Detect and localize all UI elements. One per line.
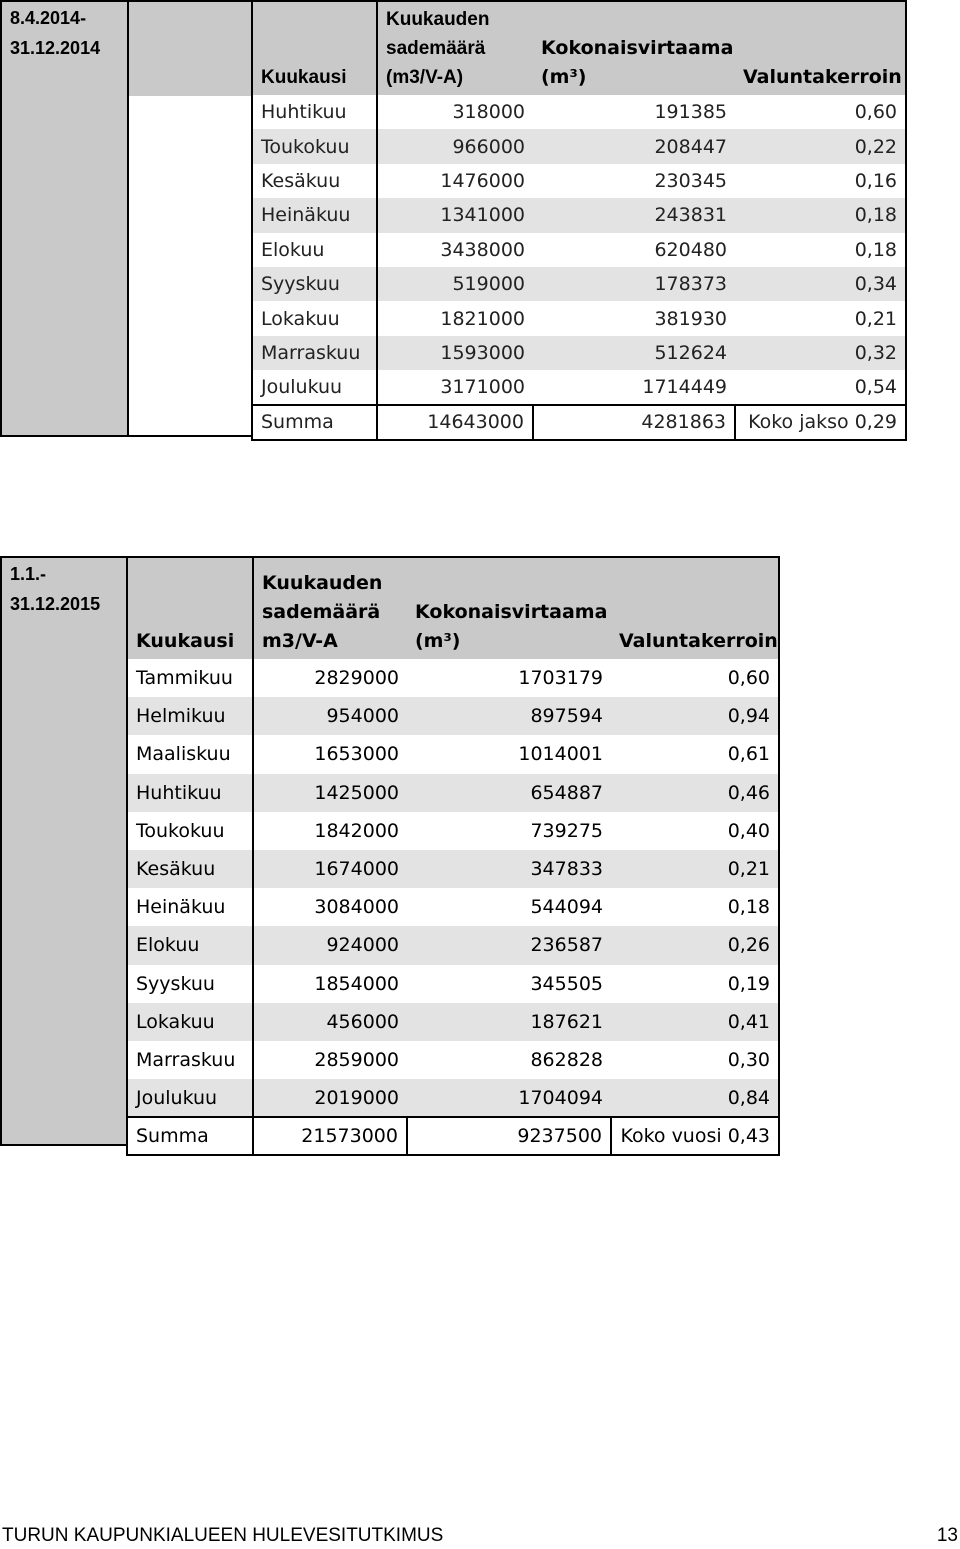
header-rain-line1: Kuukauden bbox=[262, 572, 383, 594]
month-cell: Huhtikuu bbox=[252, 95, 377, 129]
page-number: 13 bbox=[936, 1525, 958, 1546]
header-flow-line1: Kokonaisvirtaama bbox=[415, 601, 608, 623]
table-row bbox=[127, 774, 779, 812]
sum-rain: 14643000 bbox=[377, 405, 533, 440]
rain-cell: 1674000 bbox=[253, 850, 407, 888]
month-cell: Syyskuu bbox=[252, 267, 377, 301]
month-cell: Helmikuu bbox=[127, 697, 253, 735]
runoff-table-2015 bbox=[126, 556, 780, 1156]
page-footer bbox=[0, 1524, 960, 1548]
header-month bbox=[252, 1, 377, 95]
coef-cell: 0,18 bbox=[735, 233, 906, 267]
rain-cell: 318000 bbox=[377, 95, 533, 129]
rain-cell: 1854000 bbox=[253, 965, 407, 1003]
flow-cell: 654887 bbox=[407, 774, 611, 812]
coef-cell: 0,22 bbox=[735, 129, 906, 163]
rain-cell: 3171000 bbox=[377, 370, 533, 404]
header-month bbox=[127, 557, 253, 659]
table-header-row bbox=[127, 557, 779, 659]
table-row bbox=[127, 1003, 779, 1041]
header-flow-line2: (m³) bbox=[415, 630, 461, 652]
flow-cell: 381930 bbox=[533, 301, 735, 335]
coef-cell: 0,26 bbox=[611, 926, 779, 964]
coef-cell: 0,40 bbox=[611, 812, 779, 850]
header-flow-line2: (m³) bbox=[541, 66, 587, 88]
period-label-line1: 8.4.2014- bbox=[10, 8, 87, 28]
sum-flow: 9237500 bbox=[407, 1117, 611, 1155]
rain-cell: 3438000 bbox=[377, 233, 533, 267]
table-2014-block bbox=[0, 0, 905, 437]
sum-label: Summa bbox=[127, 1117, 253, 1155]
table-row bbox=[127, 926, 779, 964]
rain-cell: 3084000 bbox=[253, 888, 407, 926]
table-row bbox=[127, 735, 779, 773]
sum-row bbox=[252, 405, 906, 440]
table-row bbox=[252, 267, 906, 301]
header-month-label: Kuukausi bbox=[136, 630, 235, 652]
table-row bbox=[127, 965, 779, 1003]
table-row bbox=[252, 198, 906, 232]
rain-cell: 519000 bbox=[377, 267, 533, 301]
header-rain-line2: sademäärä bbox=[386, 38, 486, 59]
table-row bbox=[127, 850, 779, 888]
flow-cell: 236587 bbox=[407, 926, 611, 964]
coef-cell: 0,41 bbox=[611, 1003, 779, 1041]
rain-cell: 1842000 bbox=[253, 812, 407, 850]
month-cell: Joulukuu bbox=[127, 1079, 253, 1117]
table-row bbox=[127, 888, 779, 926]
coef-cell: 0,18 bbox=[611, 888, 779, 926]
period-cell-2015 bbox=[0, 556, 128, 1146]
coef-cell: 0,19 bbox=[611, 965, 779, 1003]
month-cell: Maaliskuu bbox=[127, 735, 253, 773]
coef-cell: 0,94 bbox=[611, 697, 779, 735]
flow-cell: 620480 bbox=[533, 233, 735, 267]
table-row bbox=[127, 812, 779, 850]
table-row bbox=[127, 1041, 779, 1079]
coef-cell: 0,54 bbox=[735, 370, 906, 404]
month-cell: Marraskuu bbox=[127, 1041, 253, 1079]
header-rain-line3: (m3/V-A) bbox=[386, 67, 464, 88]
rain-cell: 1476000 bbox=[377, 164, 533, 198]
coef-cell: 0,60 bbox=[611, 659, 779, 697]
month-cell: Elokuu bbox=[127, 926, 253, 964]
spacer-column-shade bbox=[129, 2, 251, 96]
rain-cell: 1425000 bbox=[253, 774, 407, 812]
rain-cell: 2829000 bbox=[253, 659, 407, 697]
flow-cell: 347833 bbox=[407, 850, 611, 888]
month-cell: Toukokuu bbox=[127, 812, 253, 850]
coef-cell: 0,61 bbox=[611, 735, 779, 773]
month-cell: Kesäkuu bbox=[127, 850, 253, 888]
period-cell-2014 bbox=[0, 0, 129, 437]
sum-coef: Koko jakso 0,29 bbox=[735, 405, 906, 440]
header-rain-line2: sademäärä bbox=[262, 601, 381, 623]
flow-cell: 544094 bbox=[407, 888, 611, 926]
table-row bbox=[252, 370, 906, 404]
month-cell: Toukokuu bbox=[252, 129, 377, 163]
rain-cell: 966000 bbox=[377, 129, 533, 163]
rain-cell: 924000 bbox=[253, 926, 407, 964]
header-flow-line1: Kokonaisvirtaama bbox=[541, 37, 734, 59]
coef-cell: 0,34 bbox=[735, 267, 906, 301]
flow-cell: 1704094 bbox=[407, 1079, 611, 1117]
rain-cell: 1653000 bbox=[253, 735, 407, 773]
rain-cell: 1593000 bbox=[377, 336, 533, 370]
month-cell: Huhtikuu bbox=[127, 774, 253, 812]
table-row bbox=[127, 1079, 779, 1117]
flow-cell: 243831 bbox=[533, 198, 735, 232]
header-rain bbox=[377, 1, 533, 95]
flow-cell: 1703179 bbox=[407, 659, 611, 697]
header-coef bbox=[611, 557, 779, 659]
sum-row bbox=[127, 1117, 779, 1155]
footer-title: TURUN KAUPUNKIALUEEN HULEVESITUTKIMUS bbox=[2, 1525, 444, 1546]
sum-label: Summa bbox=[252, 405, 377, 440]
flow-cell: 512624 bbox=[533, 336, 735, 370]
table-row bbox=[252, 336, 906, 370]
month-cell: Elokuu bbox=[252, 233, 377, 267]
rain-cell: 2019000 bbox=[253, 1079, 407, 1117]
coef-cell: 0,60 bbox=[735, 95, 906, 129]
runoff-table-2014 bbox=[251, 0, 907, 441]
coef-cell: 0,84 bbox=[611, 1079, 779, 1117]
flow-cell: 1714449 bbox=[533, 370, 735, 404]
flow-cell: 178373 bbox=[533, 267, 735, 301]
header-coef-label: Valuntakerroin bbox=[743, 66, 902, 88]
month-cell: Kesäkuu bbox=[252, 164, 377, 198]
header-flow bbox=[533, 1, 735, 95]
month-cell: Lokakuu bbox=[252, 301, 377, 335]
month-cell: Marraskuu bbox=[252, 336, 377, 370]
table-row bbox=[252, 95, 906, 129]
month-cell: Heinäkuu bbox=[127, 888, 253, 926]
table-header-row bbox=[252, 1, 906, 95]
sum-flow: 4281863 bbox=[533, 405, 735, 440]
table-row bbox=[252, 233, 906, 267]
coef-cell: 0,21 bbox=[735, 301, 906, 335]
flow-cell: 208447 bbox=[533, 129, 735, 163]
header-coef-label: Valuntakerroin bbox=[619, 630, 778, 652]
period-label-line2: 31.12.2014 bbox=[10, 38, 101, 58]
rain-cell: 456000 bbox=[253, 1003, 407, 1041]
header-coef bbox=[735, 1, 906, 95]
header-rain-line3: m3/V-A bbox=[262, 630, 338, 652]
period-label-line2: 31.12.2015 bbox=[10, 594, 101, 614]
month-cell: Heinäkuu bbox=[252, 198, 377, 232]
header-month-label: Kuukausi bbox=[261, 67, 347, 88]
sum-coef: Koko vuosi 0,43 bbox=[611, 1117, 779, 1155]
coef-cell: 0,30 bbox=[611, 1041, 779, 1079]
month-cell: Syyskuu bbox=[127, 965, 253, 1003]
coef-cell: 0,16 bbox=[735, 164, 906, 198]
header-flow bbox=[407, 557, 611, 659]
month-cell: Lokakuu bbox=[127, 1003, 253, 1041]
flow-cell: 897594 bbox=[407, 697, 611, 735]
rain-cell: 1341000 bbox=[377, 198, 533, 232]
table-row bbox=[252, 301, 906, 335]
flow-cell: 739275 bbox=[407, 812, 611, 850]
month-cell: Tammikuu bbox=[127, 659, 253, 697]
coef-cell: 0,46 bbox=[611, 774, 779, 812]
flow-cell: 1014001 bbox=[407, 735, 611, 773]
flow-cell: 230345 bbox=[533, 164, 735, 198]
table-row bbox=[252, 164, 906, 198]
rain-cell: 954000 bbox=[253, 697, 407, 735]
coef-cell: 0,18 bbox=[735, 198, 906, 232]
header-rain bbox=[253, 557, 407, 659]
period-label-line1: 1.1.- bbox=[10, 564, 47, 584]
table-row bbox=[127, 697, 779, 735]
table-row bbox=[127, 659, 779, 697]
coef-cell: 0,32 bbox=[735, 336, 906, 370]
rain-cell: 2859000 bbox=[253, 1041, 407, 1079]
header-rain-line1: Kuukauden bbox=[386, 9, 490, 30]
month-cell: Joulukuu bbox=[252, 370, 377, 404]
rain-cell: 1821000 bbox=[377, 301, 533, 335]
coef-cell: 0,21 bbox=[611, 850, 779, 888]
flow-cell: 862828 bbox=[407, 1041, 611, 1079]
flow-cell: 191385 bbox=[533, 95, 735, 129]
flow-cell: 345505 bbox=[407, 965, 611, 1003]
sum-rain: 21573000 bbox=[253, 1117, 407, 1155]
flow-cell: 187621 bbox=[407, 1003, 611, 1041]
table-row bbox=[252, 129, 906, 163]
